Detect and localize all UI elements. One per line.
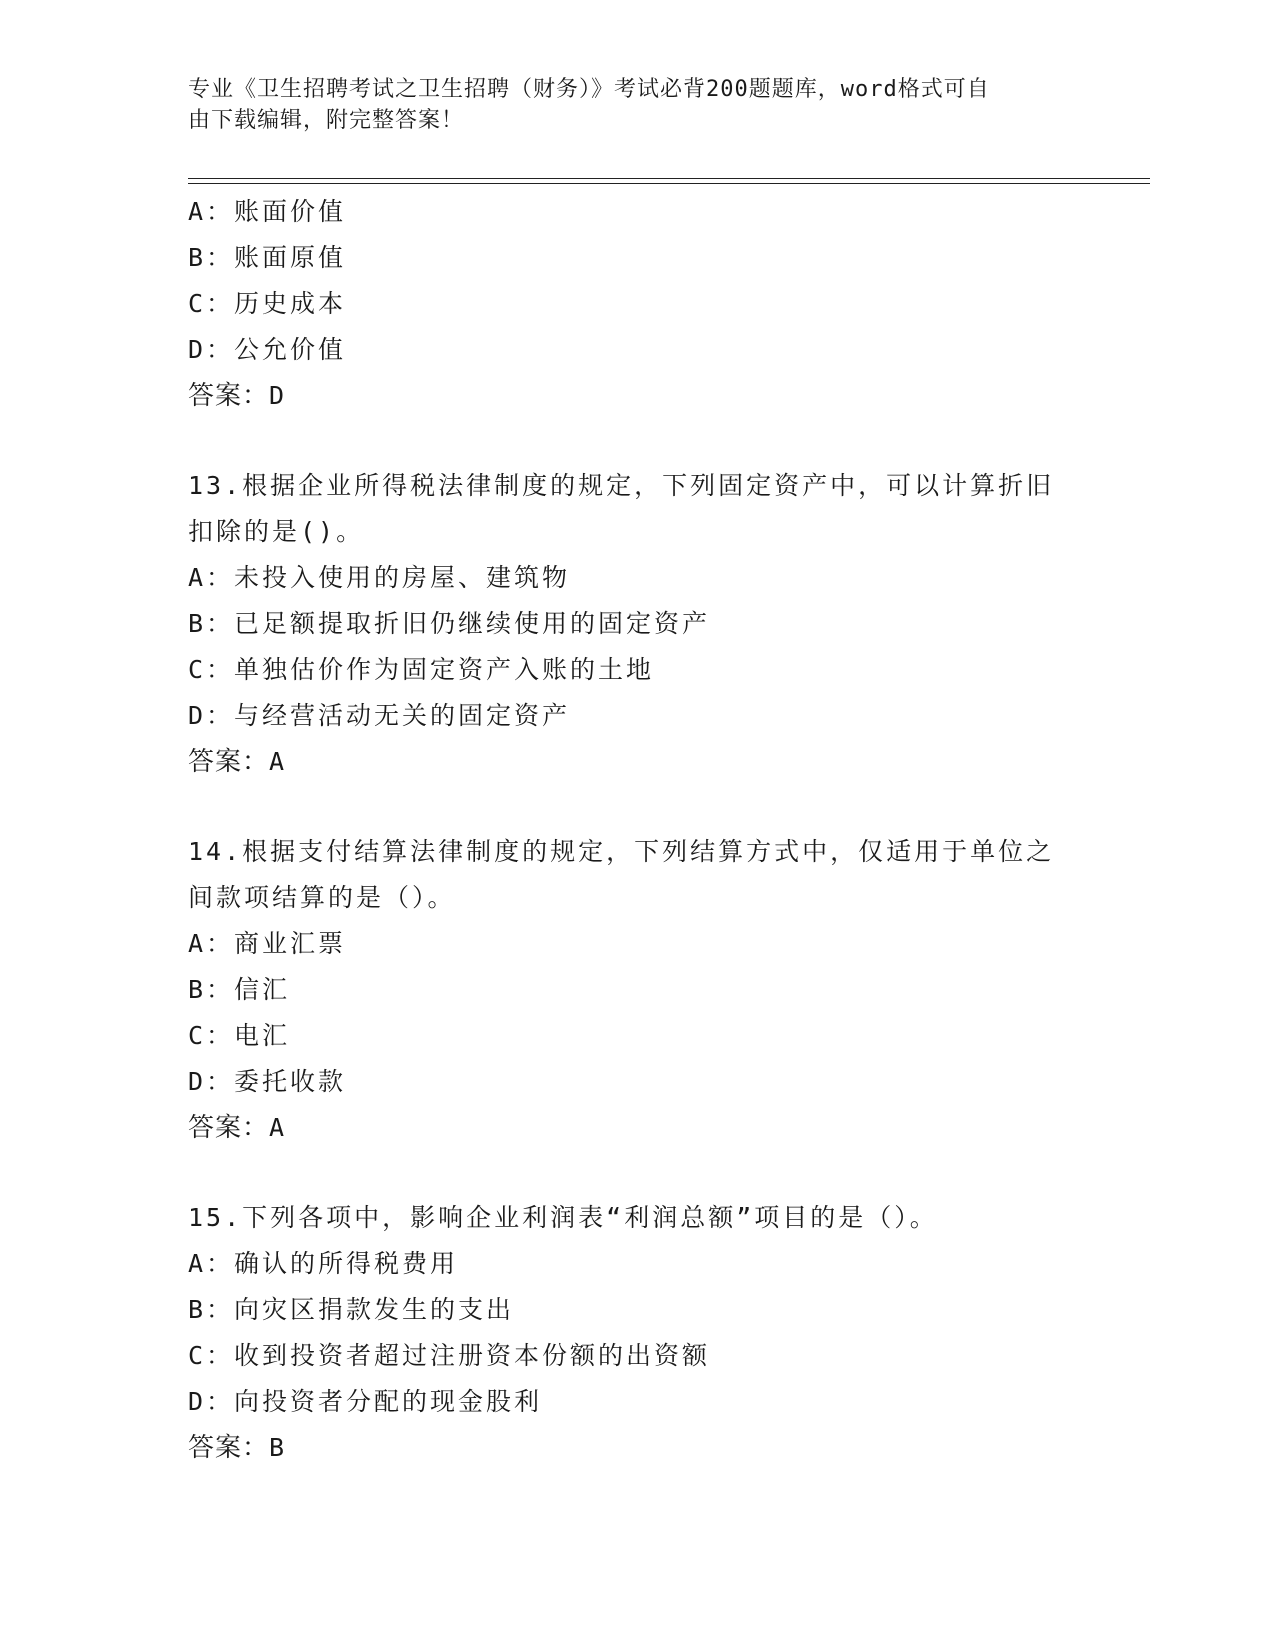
answer-label: 答案： xyxy=(188,1113,270,1143)
option-b: B：向灾区捐款发生的支出 xyxy=(188,1295,515,1324)
answer-label: 答案： xyxy=(188,747,270,777)
question-block xyxy=(188,463,1088,785)
option-a: A：确认的所得税费用 xyxy=(188,1249,459,1278)
answer-line xyxy=(188,1425,1088,1471)
question-block xyxy=(188,829,1088,1151)
option-d: D：向投资者分配的现金股利 xyxy=(188,1387,543,1416)
answer-label: 答案： xyxy=(188,1433,270,1463)
answer-value: B xyxy=(269,1433,286,1462)
answer-label: 答案： xyxy=(188,381,270,411)
question-stem-line-2: 扣除的是()。 xyxy=(188,517,365,546)
option-b: B：账面原值 xyxy=(188,243,347,272)
answer-value: D xyxy=(269,381,286,410)
option-a: A：账面价值 xyxy=(188,197,347,226)
option-c: C：历史成本 xyxy=(188,289,347,318)
option-c: C：单独估价作为固定资产入账的土地 xyxy=(188,655,655,684)
question-stem-line-1: 13.根据企业所得税法律制度的规定，下列固定资产中，可以计算折旧 xyxy=(188,471,1055,500)
answer-line xyxy=(188,373,1088,419)
header-divider-bottom xyxy=(188,183,1150,184)
option-c: C：电汇 xyxy=(188,1021,291,1050)
option-a: A：商业汇票 xyxy=(188,929,347,958)
option-b: B：已足额提取折旧仍继续使用的固定资产 xyxy=(188,609,711,638)
answer-value: A xyxy=(269,747,286,776)
option-c: C：收到投资者超过注册资本份额的出资额 xyxy=(188,1341,711,1370)
document-header xyxy=(188,74,1068,136)
answer-line xyxy=(188,1105,1088,1151)
question-list xyxy=(188,189,1088,1471)
question-stem-line-1: 15.下列各项中，影响企业利润表“利润总额”项目的是（）。 xyxy=(188,1203,938,1232)
option-b: B：信汇 xyxy=(188,975,291,1004)
answer-value: A xyxy=(269,1113,286,1142)
question-block xyxy=(188,1195,1088,1471)
option-d: D：与经营活动无关的固定资产 xyxy=(188,701,571,730)
option-d: D：委托收款 xyxy=(188,1067,347,1096)
option-a: A：未投入使用的房屋、建筑物 xyxy=(188,563,571,592)
header-divider-top xyxy=(188,178,1150,179)
option-d: D：公允价值 xyxy=(188,335,347,364)
header-line-1: 专业《卫生招聘考试之卫生招聘（财务）》考试必背200题题库，word格式可自 xyxy=(188,77,990,102)
question-stem-line-2: 间款项结算的是（）。 xyxy=(188,883,456,912)
header-line-2: 由下载编辑，附完整答案！ xyxy=(188,108,465,133)
question-stem-line-1: 14.根据支付结算法律制度的规定，下列结算方式中，仅适用于单位之 xyxy=(188,837,1055,866)
question-block xyxy=(188,189,1088,419)
answer-line xyxy=(188,739,1088,785)
